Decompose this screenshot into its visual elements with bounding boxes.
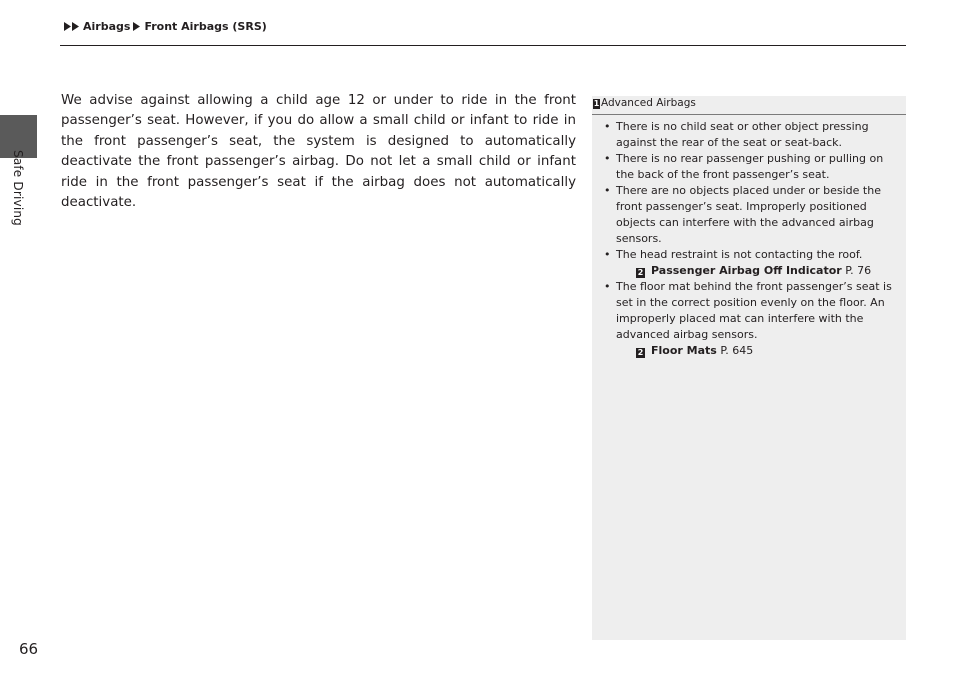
cross-reference-link[interactable] xyxy=(616,343,898,359)
panel-header xyxy=(592,96,906,115)
bullet-icon: • xyxy=(604,152,611,165)
bullet-icon: • xyxy=(604,184,611,197)
main-paragraph: We advise against allowing a child age 12 or under to ride in the front passenger’s seat. However, if you do allow a small child or infant to ride in the front passenger’s seat, the system is designed to automatically deactivate the front passenger’s airbag. Do not let a small child or infant ride in the front passenger’s seat if the airbag does not automatically deactivate. xyxy=(61,93,576,211)
see-reference-icon: 2 xyxy=(637,268,644,277)
breadcrumb xyxy=(64,20,267,33)
cross-reference-link[interactable] xyxy=(616,263,898,279)
list-item-text: There are no objects placed under or beside the front passenger’s seat. Improperly positioned objects can interfere with the advanced airbag sensors. xyxy=(616,184,881,245)
breadcrumb-item-front-airbags[interactable]: Front Airbags (SRS) xyxy=(144,20,267,33)
list-item xyxy=(604,279,898,359)
list-item xyxy=(604,151,898,183)
section-label: Safe Driving xyxy=(11,150,25,226)
bullet-icon: • xyxy=(604,248,611,261)
cross-reference-page: P. 645 xyxy=(720,344,754,357)
panel-number-badge: 1 xyxy=(593,99,600,108)
list-item xyxy=(604,247,898,279)
breadcrumb-item-airbags[interactable]: Airbags xyxy=(83,20,131,33)
panel-list xyxy=(604,119,898,359)
bullet-icon: • xyxy=(604,280,611,293)
list-item-text: The floor mat behind the front passenger’s seat is set in the correct position evenly on the floor. An improperly placed mat can interfere with the advanced airbag sensors. xyxy=(616,280,892,341)
cross-reference-title: Passenger Airbag Off Indicator xyxy=(651,264,842,277)
sidebar-note-panel xyxy=(592,96,906,640)
list-item xyxy=(604,119,898,151)
cross-reference-page: P. 76 xyxy=(845,264,872,277)
page-number: 66 xyxy=(19,640,39,658)
list-item-text: There is no rear passenger pushing or pulling on the back of the front passenger’s seat. xyxy=(616,152,884,181)
list-item-text: There is no child seat or other object pressing against the rear of the seat or seat-back. xyxy=(616,120,869,149)
panel-title: Advanced Airbags xyxy=(601,97,696,109)
breadcrumb-arrow-icon xyxy=(64,22,80,31)
cross-reference-title: Floor Mats xyxy=(651,344,717,357)
bullet-icon: • xyxy=(604,120,611,133)
breadcrumb-arrow-icon xyxy=(133,22,141,31)
header-divider xyxy=(60,45,906,46)
see-reference-icon: 2 xyxy=(637,348,644,357)
list-item-text: The head restraint is not contacting the roof. xyxy=(616,248,863,261)
list-item xyxy=(604,183,898,247)
